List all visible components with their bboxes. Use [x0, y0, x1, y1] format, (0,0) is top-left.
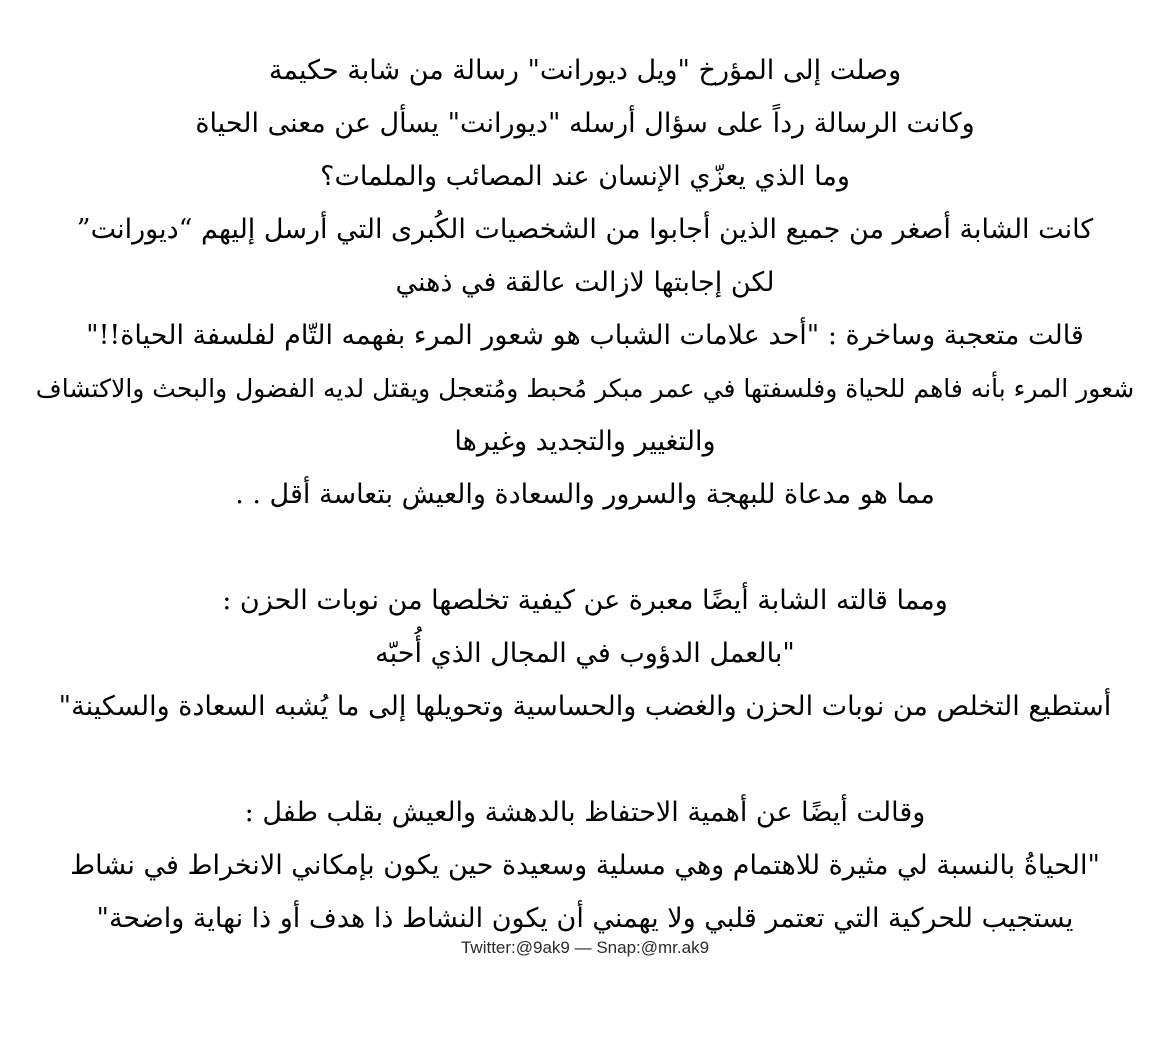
text-line: ومما قالته الشابة أيضًا معبرة عن كيفية تخلصها من نوبات الحزن :: [222, 585, 948, 616]
text-line: كانت الشابة أصغر من جميع الذين أجابوا من الشخصيات الكُبرى التي أرسل إليهم “ديورانت”: [76, 214, 1094, 245]
article-text: [20, 44, 1150, 945]
text-line: قالت متعجبة وساخرة : "أحد علامات الشباب هو شعور المرء بفهمه التّام لفلسفة الحياة!!": [86, 320, 1084, 351]
social-credit: Twitter:@9ak9 — Snap:@mr.ak9: [460, 938, 710, 957]
text-line: وما الذي يعزّي الإنسان عند المصائب والملمات؟: [320, 161, 850, 192]
text-line: "بالعمل الدؤوب في المجال الذي أُحبّه: [375, 638, 795, 669]
text-line: أستطيع التخلص من نوبات الحزن والغضب والحساسية وتحويلها إلى ما يُشبه السعادة والسكينة": [58, 691, 1112, 722]
text-line: لكن إجابتها لازالت عالقة في ذهني: [395, 267, 775, 298]
text-line: "الحياةُ بالنسبة لي مثيرة للاهتمام وهي مسلية وسعيدة حين يكون بإمكاني الانخراط في نشاط: [70, 850, 1100, 881]
text-line: والتغيير والتجديد وغيرها: [454, 426, 716, 457]
paragraph-gap: [20, 733, 1150, 786]
text-line: شعور المرء بأنه فاهم للحياة وفلسفتها في عمر مبكر مُحبط ومُتعجل ويقتل لديه الفضول والبحث والاكتشاف: [35, 374, 1135, 403]
text-line: وكانت الرسالة رداً على سؤال أرسله "ديورانت" يسأل عن معنى الحياة: [195, 108, 975, 139]
paragraph-gap: [20, 521, 1150, 574]
text-line: يستجيب للحركية التي تعتمر قلبي ولا يهمني أن يكون النشاط ذا هدف أو ذا نهاية واضحة": [96, 903, 1074, 934]
text-line: وقالت أيضًا عن أهمية الاحتفاظ بالدهشة والعيش بقلب طفل :: [244, 797, 926, 828]
text-line: وصلت إلى المؤرخ "ويل ديورانت" رسالة من شابة حكيمة: [268, 55, 902, 86]
text-line: مما هو مدعاة للبهجة والسرور والسعادة والعيش بتعاسة أقل . .: [235, 479, 935, 510]
